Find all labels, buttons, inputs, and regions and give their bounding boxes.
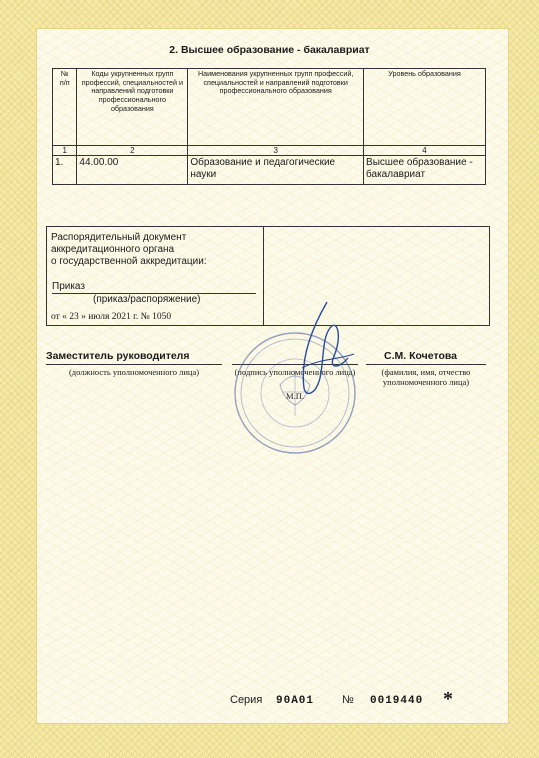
series-label: Серия xyxy=(230,694,263,706)
signer-name: С.М. Кочетова xyxy=(384,350,458,362)
table-row xyxy=(53,156,486,185)
star-mark: * xyxy=(443,688,453,710)
header-codes: Коды укрупненных групп профессий, специальностей и направлений подготовки профессионального образования xyxy=(77,69,188,146)
document-label-line: о государственной аккредитации: xyxy=(51,256,207,267)
name-line xyxy=(366,364,486,365)
name-caption: (фамилия, имя, отчество уполномоченного лица) xyxy=(381,367,471,388)
blank-number: 0019440 xyxy=(370,695,424,707)
prikaz-caption: (приказ/распоряжение) xyxy=(93,294,201,305)
section-heading: 2. Высшее образование - бакалавриат xyxy=(169,44,370,56)
table-header-row xyxy=(53,69,486,146)
column-number: 4 xyxy=(364,146,486,156)
header-number: № п/п xyxy=(53,69,77,146)
document-label-line: Распорядительный документ xyxy=(51,232,187,243)
box-divider xyxy=(263,227,264,325)
row-level: Высшее образование - бакалавриат xyxy=(364,156,486,185)
row-number: 1. xyxy=(53,156,77,185)
prikaz-type: Приказ xyxy=(52,281,256,294)
position-line xyxy=(46,364,222,365)
number-label: № xyxy=(342,694,354,706)
row-code: 44.00.00 xyxy=(77,156,188,185)
column-number-row xyxy=(53,146,486,156)
signer-position: Заместитель руководителя xyxy=(46,350,190,362)
document-label xyxy=(51,232,256,268)
accreditation-document-box xyxy=(46,226,490,326)
position-caption: (должность уполномоченного лица) xyxy=(68,367,200,377)
signature-caption: (подпись уполномоченного лица) xyxy=(234,367,356,377)
programs-table xyxy=(52,68,486,185)
column-number: 2 xyxy=(77,146,188,156)
prikaz-date: от « 23 » июля 2021 г. № 1050 xyxy=(51,312,172,322)
header-names: Наименования укрупненных групп профессий, специальностей и направлений подготовки профессионального образования xyxy=(188,69,364,146)
header-level: Уровень образования xyxy=(364,69,486,146)
row-name: Образование и педагогические науки xyxy=(188,156,364,185)
document-label-line: аккредитационного органа xyxy=(51,244,175,255)
column-number: 1 xyxy=(53,146,77,156)
seal-place: М.П. xyxy=(286,391,304,401)
series-value: 90А01 xyxy=(276,695,315,707)
handwritten-signature xyxy=(282,298,362,408)
column-number: 3 xyxy=(188,146,364,156)
